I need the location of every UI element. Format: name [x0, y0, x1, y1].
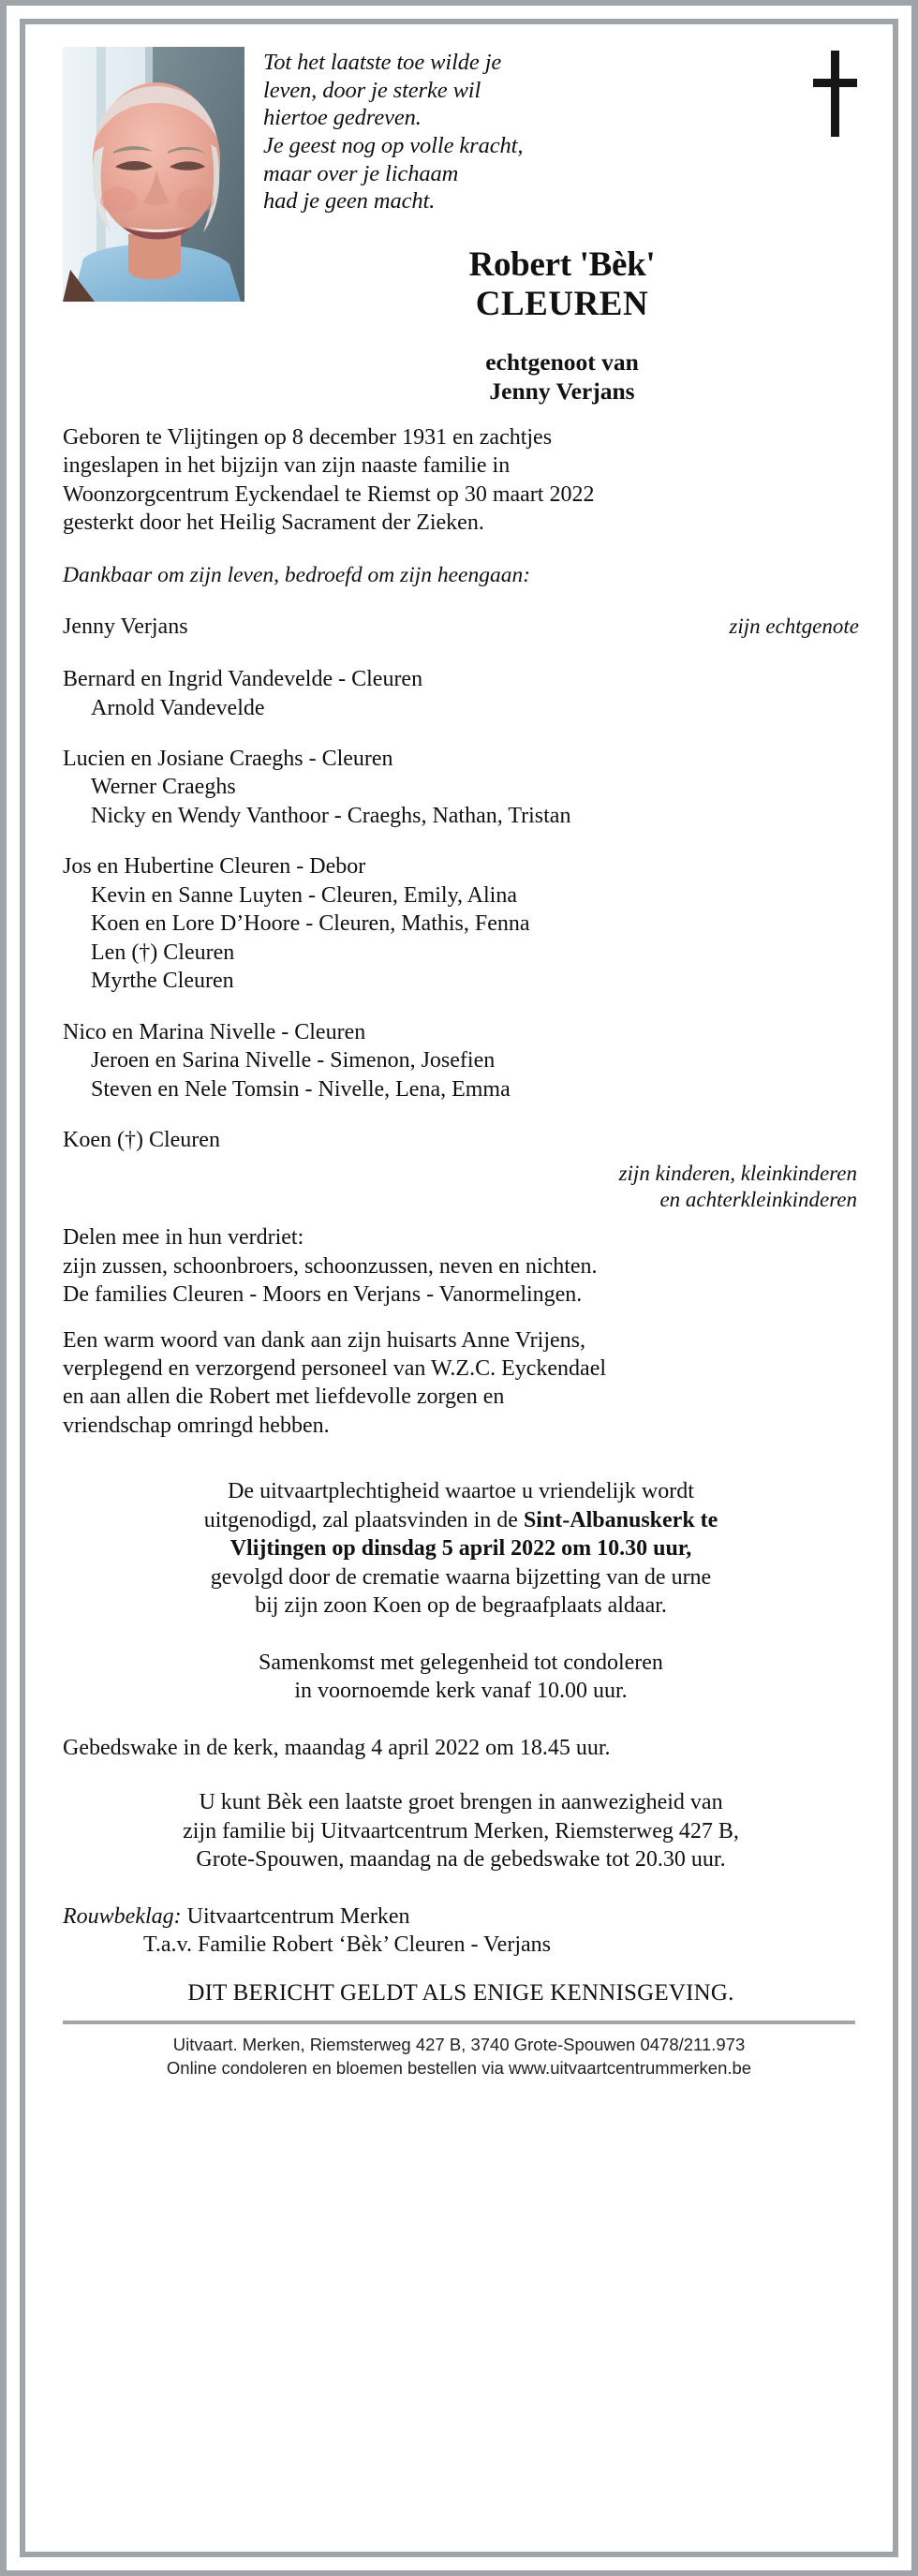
rouwbeklag-label: Rouwbeklag: — [63, 1903, 182, 1929]
descendants-role — [63, 1161, 859, 1215]
family-group-head: Nico en Marina Nivelle - Cleuren — [63, 1019, 366, 1044]
gathering-line-2: in voornoemde kerk vanaf 10.00 uur. — [294, 1679, 628, 1704]
family-group-member: Myrthe Cleuren — [91, 969, 234, 994]
header-row — [50, 34, 868, 407]
funeral-service-paragraph — [63, 1477, 859, 1620]
family-group-head: Lucien en Josiane Craeghs - Cleuren — [63, 747, 393, 771]
portrait-photo — [63, 47, 244, 302]
thanks-line-1: Een warm woord van dank aan zijn huisarts Anne Vrijens, — [63, 1327, 585, 1353]
family-group — [63, 665, 859, 722]
spouse-name: Jenny Verjans — [489, 378, 635, 406]
deceased-surname: CLEUREN — [475, 285, 649, 324]
prayer-vigil-line: Gebedswake in de kerk, maandag 4 april 2022 om 18.45 uur. — [63, 1735, 611, 1760]
rouwbeklag-block — [63, 1902, 859, 1960]
thanks-line-3: en aan allen die Robert met liefdevolle zorgen en — [63, 1384, 505, 1410]
funeral-line-3-bold: Vlijtingen op dinsdag 5 april 2022 om 10.30 uur, — [230, 1536, 692, 1562]
intro-line-4: gesterkt door het Heilig Sacrament der Zieken. — [63, 511, 484, 536]
intro-line-3: Woonzorgcentrum Eyckendael te Riemst op 30 maart 2022 — [63, 481, 595, 507]
visitation-line-2: zijn familie bij Uitvaartcentrum Merken, Riemsterweg 427 B, — [183, 1818, 739, 1843]
rouwbeklag-line-1 — [63, 1902, 859, 1931]
family-group-head: Jos en Hubertine Cleuren - Debor — [63, 854, 366, 880]
funeral-line-2 — [63, 1506, 859, 1534]
gathering-paragraph — [63, 1649, 859, 1706]
deceased-first-name: Robert 'Bèk' — [468, 244, 656, 284]
spouse-block — [263, 348, 868, 407]
family-group-head: Bernard en Ingrid Vandevelde - Cleuren — [63, 667, 423, 692]
family-group-member: Arnold Vandevelde — [91, 695, 265, 720]
condolences-paragraph — [63, 1223, 859, 1309]
funeral-line-2-plain: uitgenodigd, zal plaatsvinden in de — [203, 1507, 524, 1532]
family-group-head: Koen (†) Cleuren — [63, 1128, 220, 1153]
visitation-paragraph — [63, 1788, 859, 1873]
surviving-spouse-role: zijn echtgenote — [729, 614, 859, 638]
verse-line-2: leven, door je sterke wil — [263, 77, 481, 103]
funeral-home-footer — [63, 2021, 855, 2091]
inner-frame — [20, 19, 898, 2557]
family-group — [63, 745, 859, 830]
enige-kennisgeving-notice: DIT BERICHT GELDT ALS ENIGE KENNISGEVING. — [187, 1979, 734, 2006]
verse-line-6: had je geen macht. — [263, 188, 436, 215]
thanks-paragraph — [63, 1326, 859, 1441]
descendants-role-line-2: en achterkleinkinderen — [659, 1188, 857, 1212]
family-group-member: Len (†) Cleuren — [91, 940, 235, 965]
footer-line-1: Uitvaart. Merken, Riemsterweg 427 B, 3740 Grote-Spouwen 0478/211.973 — [172, 2035, 746, 2055]
family-lead-text: Dankbaar om zijn leven, bedroefd om zijn heengaan: — [63, 562, 531, 587]
family-group — [63, 1126, 859, 1154]
thanks-line-2: verplegend en verzorgend personeel van W.Z.C. Eyckendael — [63, 1356, 607, 1381]
funeral-line-1: De uitvaartplechtigheid waartoe u vriendelijk wordt — [228, 1479, 694, 1504]
deceased-name — [263, 245, 868, 324]
funeral-line-5: bij zijn zoon Koen op de begraafplaats aldaar. — [255, 1593, 667, 1619]
verse-line-5: maar over je lichaam — [263, 160, 459, 186]
verse-line-4: Je geest nog op volle kracht, — [263, 132, 524, 158]
verse-line-1: Tot het laatste toe wilde je — [263, 50, 502, 75]
condolences-line-2: zijn zussen, schoonbroers, schoonzussen, neven en nichten. — [63, 1253, 598, 1279]
visitation-line-1: U kunt Bèk een laatste groet brengen in aanwezigheid van — [199, 1790, 723, 1815]
gathering-line-1: Samenkomst met gelegenheid tot condoleren — [259, 1650, 663, 1675]
intro-line-2: ingeslapen in het bijzijn van zijn naaste familie in — [63, 453, 511, 479]
funeral-line-3 — [63, 1534, 859, 1562]
family-group-member: Steven en Nele Tomsin - Nivelle, Lena, Emma — [91, 1076, 511, 1102]
rouwbeklag-value: Uitvaartcentrum Merken — [181, 1903, 410, 1929]
funeral-line-4: gevolgd door de crematie waarna bijzetting van de urne — [210, 1564, 712, 1590]
descendants-role-line-1: zijn kinderen, kleinkinderen — [618, 1161, 857, 1185]
family-group-member: Werner Craeghs — [91, 775, 236, 800]
condolences-line-3: De families Cleuren - Moors en Verjans - Vanormelingen. — [63, 1282, 583, 1308]
condolences-line-1: Delen mee in hun verdriet: — [63, 1225, 304, 1251]
intro-line-1: Geboren te Vlijtingen op 8 december 1931 en zachtjes — [63, 424, 553, 450]
family-group-member: Kevin en Sanne Luyten - Cleuren, Emily, Alina — [91, 882, 518, 908]
family-group — [63, 852, 859, 995]
memorial-verse — [263, 34, 666, 215]
family-group — [63, 1018, 859, 1103]
family-group-member: Nicky en Wendy Vanthoor - Craeghs, Nathan, Tristan — [91, 803, 571, 828]
footer-line-2: Online condoleren en bloemen bestellen via www.uitvaartcentrummerken.be — [166, 2057, 752, 2078]
intro-paragraph — [63, 423, 859, 538]
family-group-member: Koen en Lore D’Hoore - Cleuren, Mathis, Fenna — [91, 911, 530, 937]
verse-line-3: hiertoe gedreven. — [263, 105, 422, 131]
content-area — [25, 24, 893, 2552]
funeral-line-2-bold: Sint-Albanuskerk te — [523, 1507, 718, 1532]
surviving-spouse-row — [63, 613, 859, 641]
thanks-line-4: vriendschap omringd hebben. — [63, 1413, 330, 1438]
family-group-member: Jeroen en Sarina Nivelle - Simenon, Josefien — [91, 1048, 496, 1073]
header-right — [244, 34, 868, 407]
body-area — [50, 423, 868, 2021]
rouwbeklag-line-2: T.a.v. Familie Robert ‘Bèk’ Cleuren - Verjans — [143, 1932, 551, 1958]
surviving-spouse-name: Jenny Verjans — [63, 614, 188, 639]
visitation-line-3: Grote-Spouwen, maandag na de gebedswake tot 20.30 uur. — [196, 1847, 726, 1873]
spouse-label: echtgenoot van — [485, 348, 639, 377]
latin-cross-icon — [808, 51, 861, 137]
